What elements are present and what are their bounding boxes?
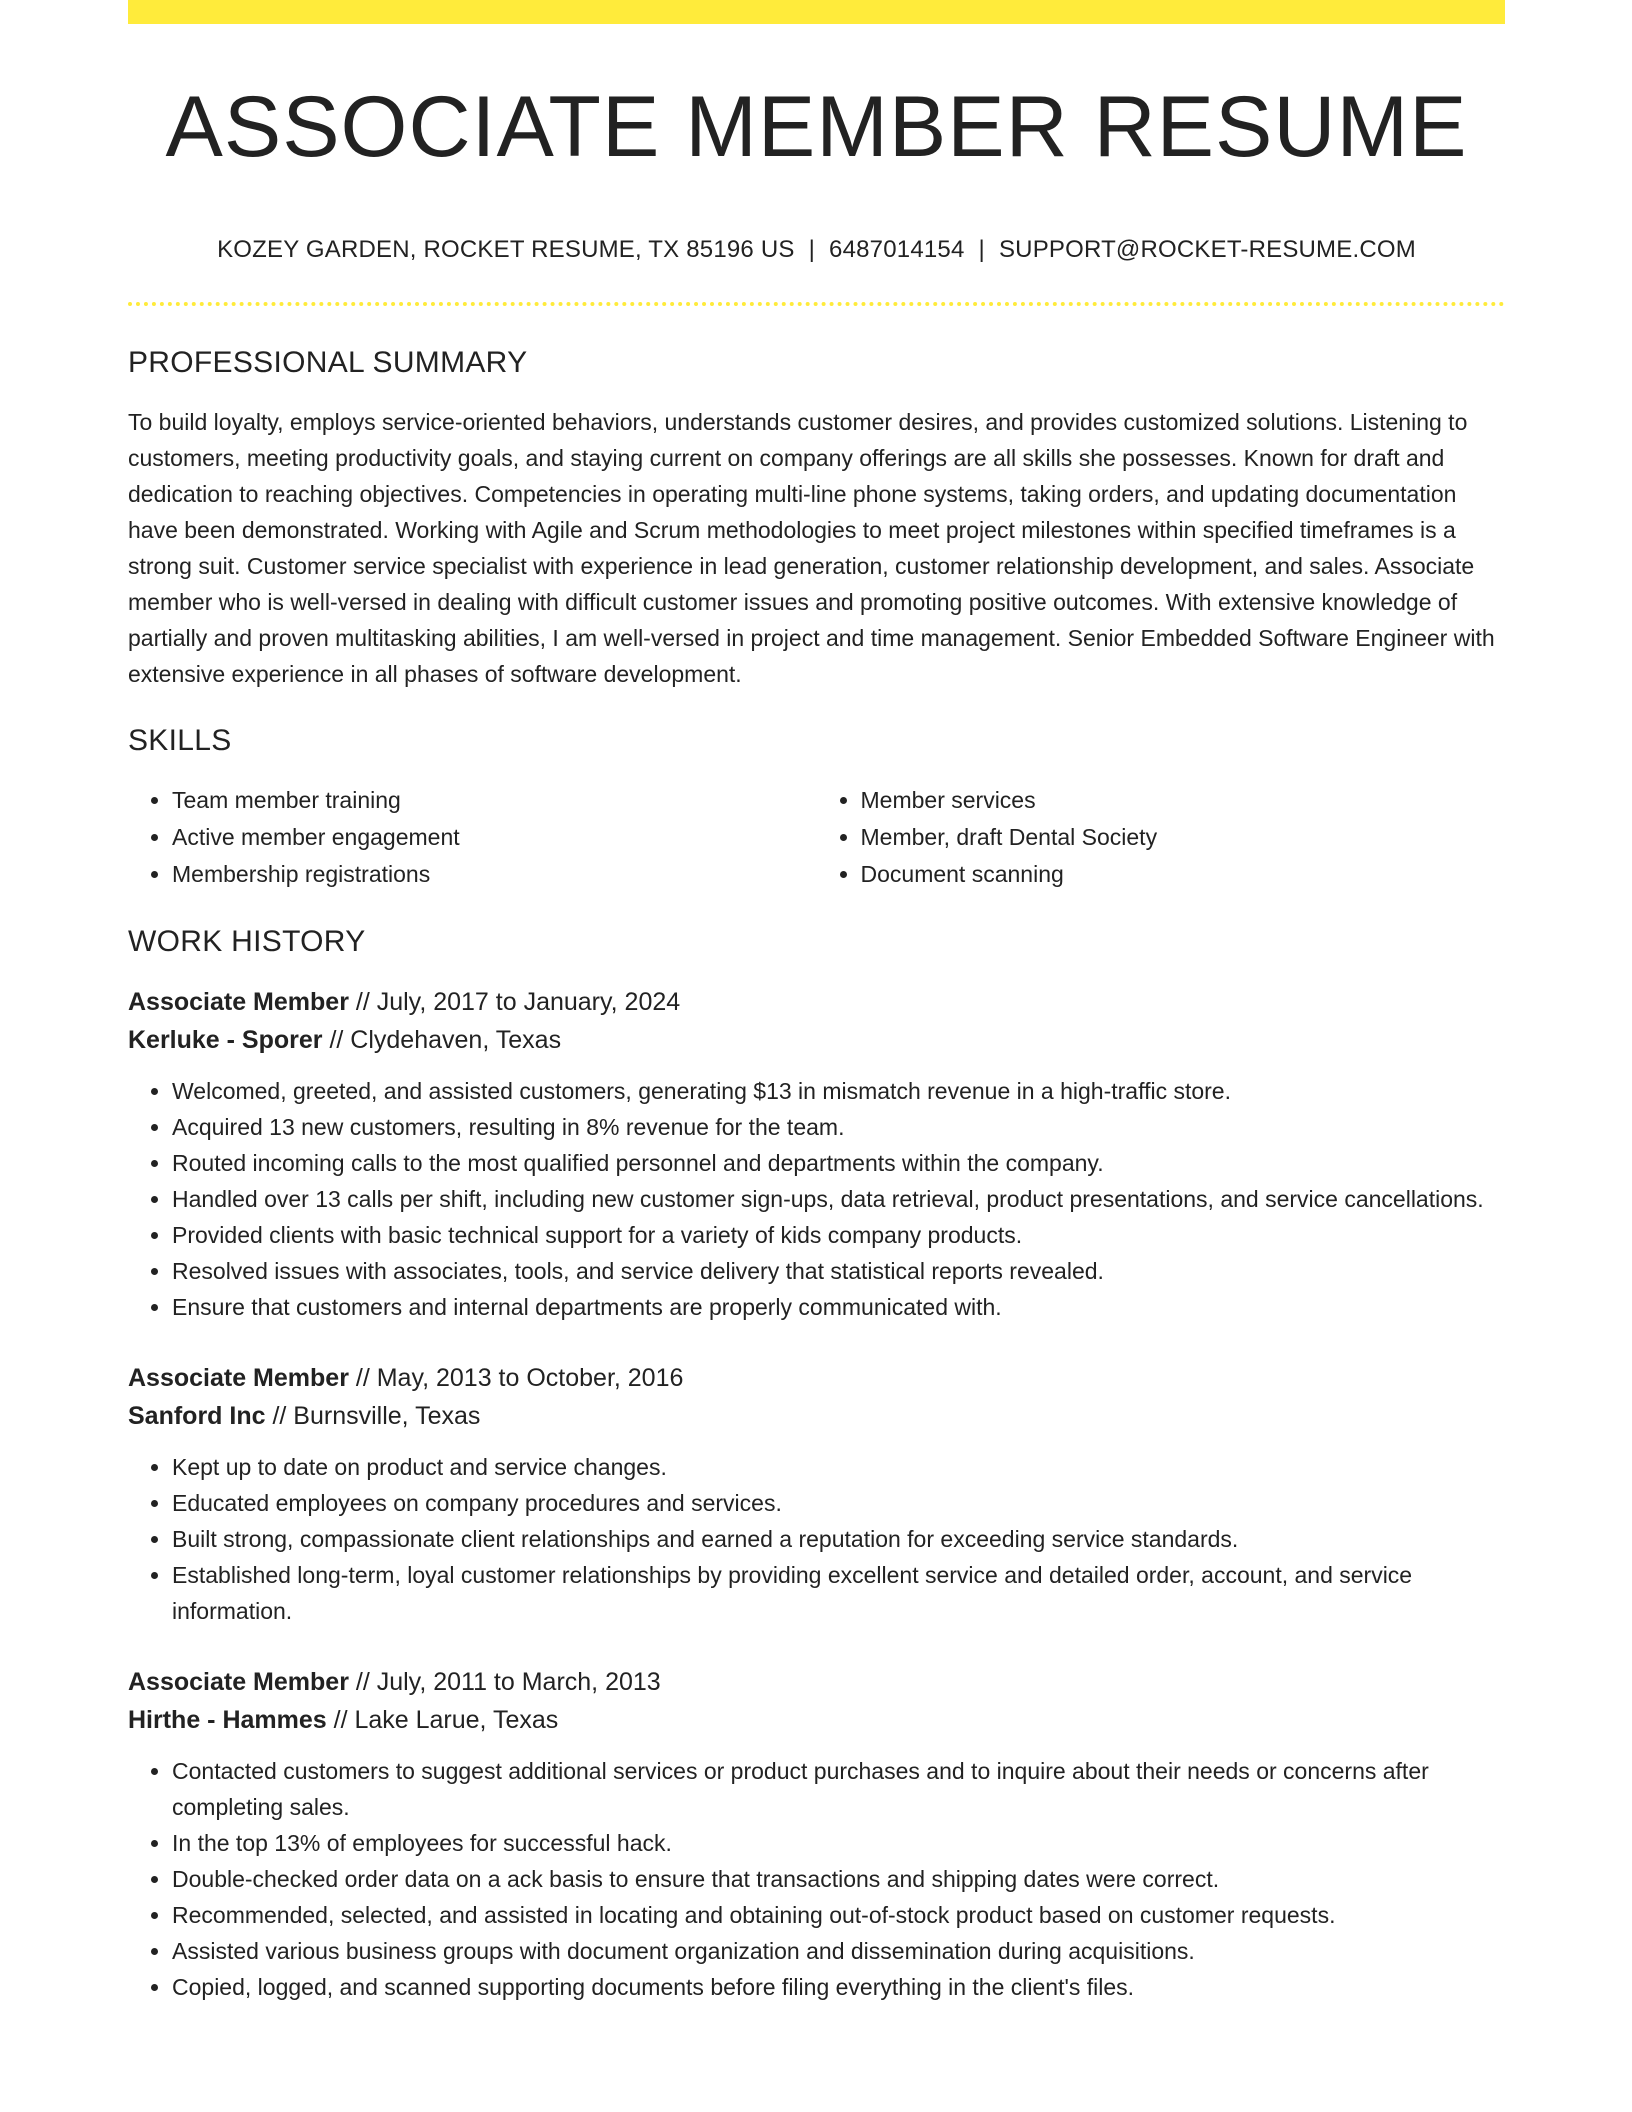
job-dates: // July, 2017 to January, 2024 bbox=[348, 988, 681, 1016]
skills-list-left bbox=[128, 782, 817, 893]
contact-separator: | bbox=[808, 236, 816, 263]
job-entry bbox=[128, 1663, 1505, 2005]
job-bullet: • Double-checked order data on a ack basis to ensure that transactions and shipping dates were correct. bbox=[172, 1861, 1505, 1897]
skills-heading: SKILLS bbox=[128, 724, 232, 757]
job-bullets bbox=[128, 1753, 1505, 2005]
job-company: Sanford Inc bbox=[128, 1402, 266, 1430]
job-bullet: • Provided clients with basic technical support for a variety of kids company products. bbox=[172, 1217, 1505, 1253]
job-company-line bbox=[128, 1701, 1505, 1739]
summary-text: To build loyalty, employs service-oriented behaviors, understands customer desires, and provides customized solutions. Listening to customers, meeting productivity goals, and staying current on company offerings are all skills she possesses. Known for draft and dedication to reaching objectives. Competencies in operating multi-line phone systems, taking orders, and updating documentation have been demonstrated. Working with Agile and Scrum methodologies to meet project milestones within specified timeframes is a strong suit. Customer service specialist with experience in lead generation, customer relationship development, and sales. Associate member who is well-versed in dealing with difficult customer issues and promoting positive outcomes. With extensive knowledge of partially and proven multitasking abilities, I am well-versed in project and time management. Senior Embedded Software Engineer with extensive experience in all phases of software development. bbox=[128, 409, 1495, 687]
job-title-line bbox=[128, 1359, 1505, 1397]
skill-item: • Active member engagement bbox=[172, 819, 817, 856]
work-history-heading: WORK HISTORY bbox=[128, 925, 366, 958]
job-location: // Lake Larue, Texas bbox=[326, 1706, 559, 1734]
job-dates: // July, 2011 to March, 2013 bbox=[348, 1668, 661, 1696]
page-title: ASSOCIATE MEMBER RESUME bbox=[165, 79, 1468, 175]
job-company: Kerluke - Sporer bbox=[128, 1026, 323, 1054]
job-title-line bbox=[128, 983, 1505, 1021]
job-dates: // May, 2013 to October, 2016 bbox=[348, 1364, 684, 1392]
contact-line bbox=[128, 236, 1505, 264]
job-header bbox=[128, 1663, 1505, 1739]
job-bullet: • Routed incoming calls to the most qualified personnel and departments within the company. bbox=[172, 1145, 1505, 1181]
job-bullet: • Ensure that customers and internal departments are properly communicated with. bbox=[172, 1289, 1505, 1325]
skills-list-right bbox=[817, 782, 1506, 893]
job-title-line bbox=[128, 1663, 1505, 1701]
job-bullet: • Educated employees on company procedures and services. bbox=[172, 1485, 1505, 1521]
contact-phone: 6487014154 bbox=[829, 236, 965, 263]
job-bullet: • Welcomed, greeted, and assisted customers, generating $13 in mismatch revenue in a high-traffic store. bbox=[172, 1073, 1505, 1109]
contact-email[interactable]: SUPPORT@ROCKET-RESUME.COM bbox=[998, 236, 1416, 263]
skill-item: • Team member training bbox=[172, 782, 817, 819]
job-header bbox=[128, 1359, 1505, 1435]
job-title: Associate Member bbox=[128, 988, 349, 1016]
job-company: Hirthe - Hammes bbox=[128, 1706, 327, 1734]
job-bullet: • Established long-term, loyal customer relationships by providing excellent service and detailed order, account, and service information. bbox=[172, 1557, 1505, 1629]
job-bullet: • Copied, logged, and scanned supporting documents before filing everything in the client's files. bbox=[172, 1969, 1505, 2005]
job-bullet: • In the top 13% of employees for successful hack. bbox=[172, 1825, 1505, 1861]
job-bullet: • Recommended, selected, and assisted in locating and obtaining out-of-stock product based on customer requests. bbox=[172, 1897, 1505, 1933]
skills-grid bbox=[128, 782, 1505, 893]
dotted-divider bbox=[128, 302, 1505, 306]
job-bullets bbox=[128, 1449, 1505, 1629]
job-location: // Clydehaven, Texas bbox=[322, 1026, 562, 1054]
job-bullet: • Acquired 13 new customers, resulting in 8% revenue for the team. bbox=[172, 1109, 1505, 1145]
job-company-line bbox=[128, 1397, 1505, 1435]
job-bullets bbox=[128, 1073, 1505, 1325]
job-entry bbox=[128, 1359, 1505, 1629]
contact-address: KOZEY GARDEN, ROCKET RESUME, TX 85196 US bbox=[217, 236, 795, 263]
job-header bbox=[128, 983, 1505, 1059]
job-title: Associate Member bbox=[128, 1364, 349, 1392]
job-entry bbox=[128, 983, 1505, 1325]
job-bullet: • Built strong, compassionate client relationships and earned a reputation for exceeding service standards. bbox=[172, 1521, 1505, 1557]
resume-page bbox=[128, 0, 1505, 2005]
skill-item: • Member services bbox=[861, 782, 1506, 819]
job-bullet: • Contacted customers to suggest additional services or product purchases and to inquire about their needs or concerns after completing sales. bbox=[172, 1753, 1505, 1825]
job-location: // Burnsville, Texas bbox=[265, 1402, 481, 1430]
job-bullet: • Resolved issues with associates, tools, and service delivery that statistical reports revealed. bbox=[172, 1253, 1505, 1289]
contact-separator: | bbox=[978, 236, 985, 263]
summary-heading: PROFESSIONAL SUMMARY bbox=[128, 346, 528, 379]
job-title: Associate Member bbox=[128, 1668, 349, 1696]
top-accent-bar bbox=[128, 0, 1505, 24]
skill-item: • Membership registrations bbox=[172, 856, 817, 893]
job-bullet: • Kept up to date on product and service changes. bbox=[172, 1449, 1505, 1485]
job-bullet: • Handled over 13 calls per shift, including new customer sign-ups, data retrieval, product presentations, and service cancellations. bbox=[172, 1181, 1505, 1217]
job-bullet: • Assisted various business groups with document organization and dissemination during acquisitions. bbox=[172, 1933, 1505, 1969]
skill-item: • Document scanning bbox=[861, 856, 1506, 893]
skill-item: • Member, draft Dental Society bbox=[861, 819, 1506, 856]
job-company-line bbox=[128, 1021, 1505, 1059]
